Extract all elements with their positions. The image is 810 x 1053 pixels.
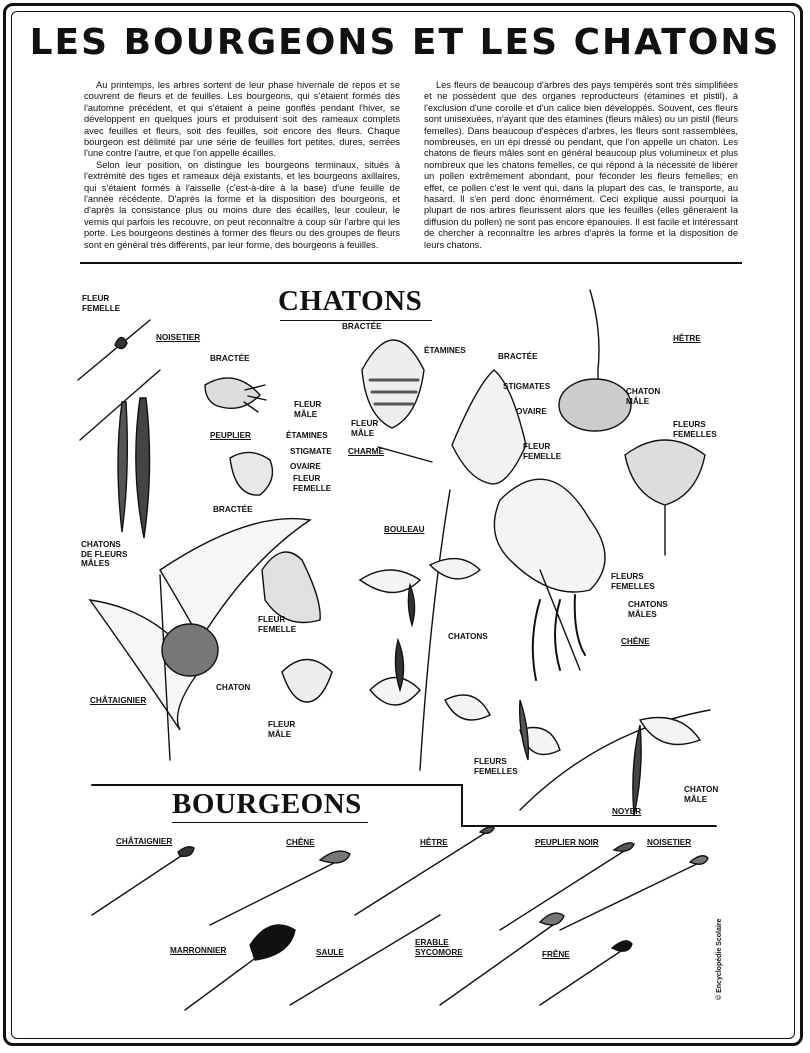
- chatons-heading: CHATONS: [278, 285, 423, 317]
- bouleau-leaf: [445, 695, 490, 720]
- label-bractee-peuplier-bas: BRACTÉE: [213, 505, 253, 514]
- bud-saule: [290, 915, 440, 1005]
- chene-chatons-males: [533, 595, 585, 680]
- charme-leader-line: [378, 447, 432, 462]
- bud-noisetier: [560, 860, 705, 930]
- bud-peuplier-noir: [500, 846, 632, 930]
- label-charme: CHARME: [348, 447, 384, 456]
- label-stigmates-charme: STIGMATES: [503, 382, 551, 391]
- fleur-femelle-bud: [115, 337, 127, 348]
- label-etamines-peuplier: ÉTAMINES: [286, 431, 328, 440]
- label-chaton-male-hetre: CHATON MÂLE: [626, 387, 661, 406]
- noisetier-catkin: [118, 402, 127, 532]
- noyer-leaf: [640, 718, 700, 745]
- label-fleurs-femelles-chene: FLEURS FEMELLES: [611, 572, 655, 591]
- page-title: LES BOURGEONS ET LES CHATONS: [29, 22, 781, 63]
- bourgeons-underline: [172, 822, 368, 823]
- bud-erable-tip: [540, 913, 564, 925]
- label-fleur-male-charme: FLEUR MÂLE: [351, 419, 379, 438]
- label-hetre: HÊTRE: [673, 334, 701, 343]
- noisetier-twig: [78, 320, 150, 380]
- label-bractee-charme-2: BRACTÉE: [498, 352, 538, 361]
- intro-paragraph: Selon leur position, on distingue les bourgeons terminaux, situés à l'extrémité des tiges et rameaux déjà existants, et les bourgeons axillaires, qui s'étaient formés à l'aisselle (c'est-à-dire à la base) d'une feuille de l'année récédente. D'après la forme et la disposition des bourgeons, et d'après la consistance plus ou moins dure des écailles, leur couleur, le vernis qui parfois les recouvre, on peut reconnaître à coup sûr l'arbre qui les porte. Les bourgeons destinés à former des fleurs ou des groupes de fleurs sont en général très différents, par leur forme, des bourgeons à feuilles.: [84, 159, 400, 250]
- bud-noisetier-tip: [690, 856, 708, 865]
- label-bud-chene: CHÊNE: [286, 838, 315, 847]
- bud-chene-tip: [320, 851, 350, 863]
- label-fleurs-femelles-hetre: FLEURS FEMELLES: [673, 420, 717, 439]
- noyer-fleurs-femelles: [520, 700, 529, 760]
- label-bud-marronnier: MARRONNIER: [170, 946, 227, 955]
- hetre-fleurs-femelles: [625, 440, 705, 505]
- noyer-chaton-male: [633, 725, 641, 815]
- label-chatons-males-chene: CHATONS MÂLES: [628, 600, 668, 619]
- copyright-notice: © Encyclopédie Scolaire: [716, 918, 723, 1000]
- bud-chataignier: [92, 850, 190, 915]
- label-fleurs-femelles-noyer: FLEURS FEMELLES: [474, 757, 518, 776]
- label-bud-hetre: HÊTRE: [420, 838, 448, 847]
- chataignier-chaton: [162, 624, 218, 676]
- bud-frene-tip: [612, 941, 632, 951]
- label-ovaire-peuplier: OVAIRE: [290, 462, 321, 471]
- bud-erable-sycomore: [440, 920, 560, 1005]
- label-fleur-femelle-noisetier: FLEUR FEMELLE: [82, 294, 121, 313]
- label-bud-noisetier: NOISETIER: [647, 838, 692, 847]
- label-noyer: NOYER: [612, 807, 642, 816]
- bud-peuplier-noir-tip: [614, 843, 634, 851]
- chataignier-fleur-femelle: [262, 552, 320, 623]
- peuplier-fleur-femelle: [230, 452, 272, 495]
- peuplier-fleur-male: [205, 378, 260, 408]
- bouleau-leaf: [370, 678, 420, 706]
- label-ovaire-charme: OVAIRE: [516, 407, 547, 416]
- label-bud-saule: SAULE: [316, 948, 344, 957]
- label-fleur-femelle-chataignier: FLEUR FEMELLE: [258, 615, 297, 634]
- label-bud-chataignier: CHÂTAIGNIER: [116, 837, 173, 846]
- label-chaton-male-noyer: CHATON MÂLE: [684, 785, 719, 804]
- label-bud-frene: FRÊNE: [542, 950, 570, 959]
- label-fleur-femelle-charme: FLEUR FEMELLE: [523, 442, 562, 461]
- intro-paragraph: Les fleurs de beaucoup d'arbres des pays tempérés sont très simplifiées et ne possèdent que des organes reproducteurs (étamines et pistil), à l'exclusion d'une corolle et d'un calice bien développés. Souvent, ces fleurs sont unisexuées, n'ayant que des étamines (fleurs mâles) ou un pistil (fleurs femelles). Dans beaucoup d'espèces d'arbres, les fleurs sont rassemblées, nombreuses, en un épi dressé ou pendant, que l'on appelle un chaton. Les chatons de fleurs mâles sont en général beaucoup plus volumineux et plus nombreux que les chatons femelles, ce qui répond à la nécessité de libérer un pollen extrêmement abondant, pour féconder les fleurs femelles; en effet, ce pollen c'est le vent qui, dans la plupart des cas, le transporte, au hasard. Il s'en perd donc énormément. Ceci explique aussi pourquoi la plupart de nos arbres fleurissent alors que les feuilles (elles gêneraient la diffusion du pollen) ne sont pas encore épanouies. Il est facile et intéressant de chercher à reconnaître les arbres d'après la forme et la disposition de leurs chatons.: [424, 80, 738, 250]
- label-etamines-charme: ÉTAMINES: [424, 346, 466, 355]
- intro-paragraph: Au printemps, les arbres sortent de leur phase hivernale de repos et se couvrent de fleurs et de feuilles. Les bourgeons, qui s'étaient formés dès l'automne précédent, et qui s'étaient à peine gonflés pendant l'hiver, se développent en quelques jours et produisent soit des rameaux complets avec feuilles et fleurs, soit des feuilles, soit encore des fleurs. Chaque bourgeon est délimité par une série de feuilles fort petites, dures, serrées l'une contre l'autre, et que l'on appelle écailles.: [84, 80, 400, 159]
- label-chatons-fleurs-males: CHATONS DE FLEURS MÂLES: [81, 540, 128, 568]
- label-fleur-femelle-peuplier: FLEUR FEMELLE: [293, 474, 332, 493]
- label-bud-erable-sycomore: ERABLE SYCOMORE: [415, 938, 463, 957]
- noisetier-catkin: [136, 398, 150, 538]
- chataignier-fleur-male: [282, 660, 332, 703]
- label-bouleau: BOULEAU: [384, 525, 425, 534]
- bouleau-branch: [420, 490, 450, 770]
- label-noisetier: NOISETIER: [156, 333, 201, 342]
- label-fleur-male-peuplier: FLEUR MÂLE: [294, 400, 322, 419]
- label-bractee-peuplier: BRACTÉE: [210, 354, 250, 363]
- bud-chene: [210, 860, 340, 925]
- label-chataignier: CHÂTAIGNIER: [90, 696, 147, 705]
- charme-fleur-male: [362, 340, 424, 428]
- label-peuplier: PEUPLIER: [210, 431, 251, 440]
- bud-hetre-tip: [480, 827, 494, 834]
- bouleau-chaton: [408, 585, 414, 625]
- hetre-stem: [590, 290, 599, 380]
- bud-marronnier-tip: [250, 925, 295, 960]
- chene-leaves: [494, 479, 605, 592]
- label-bractee-charme: BRACTÉE: [342, 322, 382, 331]
- label-chene: CHÊNE: [621, 637, 650, 646]
- hetre-chaton-male: [559, 379, 631, 431]
- bourgeons-heading: BOURGEONS: [172, 788, 362, 820]
- label-fleur-male-chataignier: FLEUR MÂLE: [268, 720, 296, 739]
- label-chaton-chataignier: CHATON: [216, 683, 251, 692]
- label-stigmate-peuplier: STIGMATE: [290, 447, 332, 456]
- label-bud-peuplier-noir: PEUPLIER NOIR: [535, 838, 599, 847]
- bud-chataignier-tip: [178, 847, 194, 857]
- label-chatons-bouleau: CHATONS: [448, 632, 488, 641]
